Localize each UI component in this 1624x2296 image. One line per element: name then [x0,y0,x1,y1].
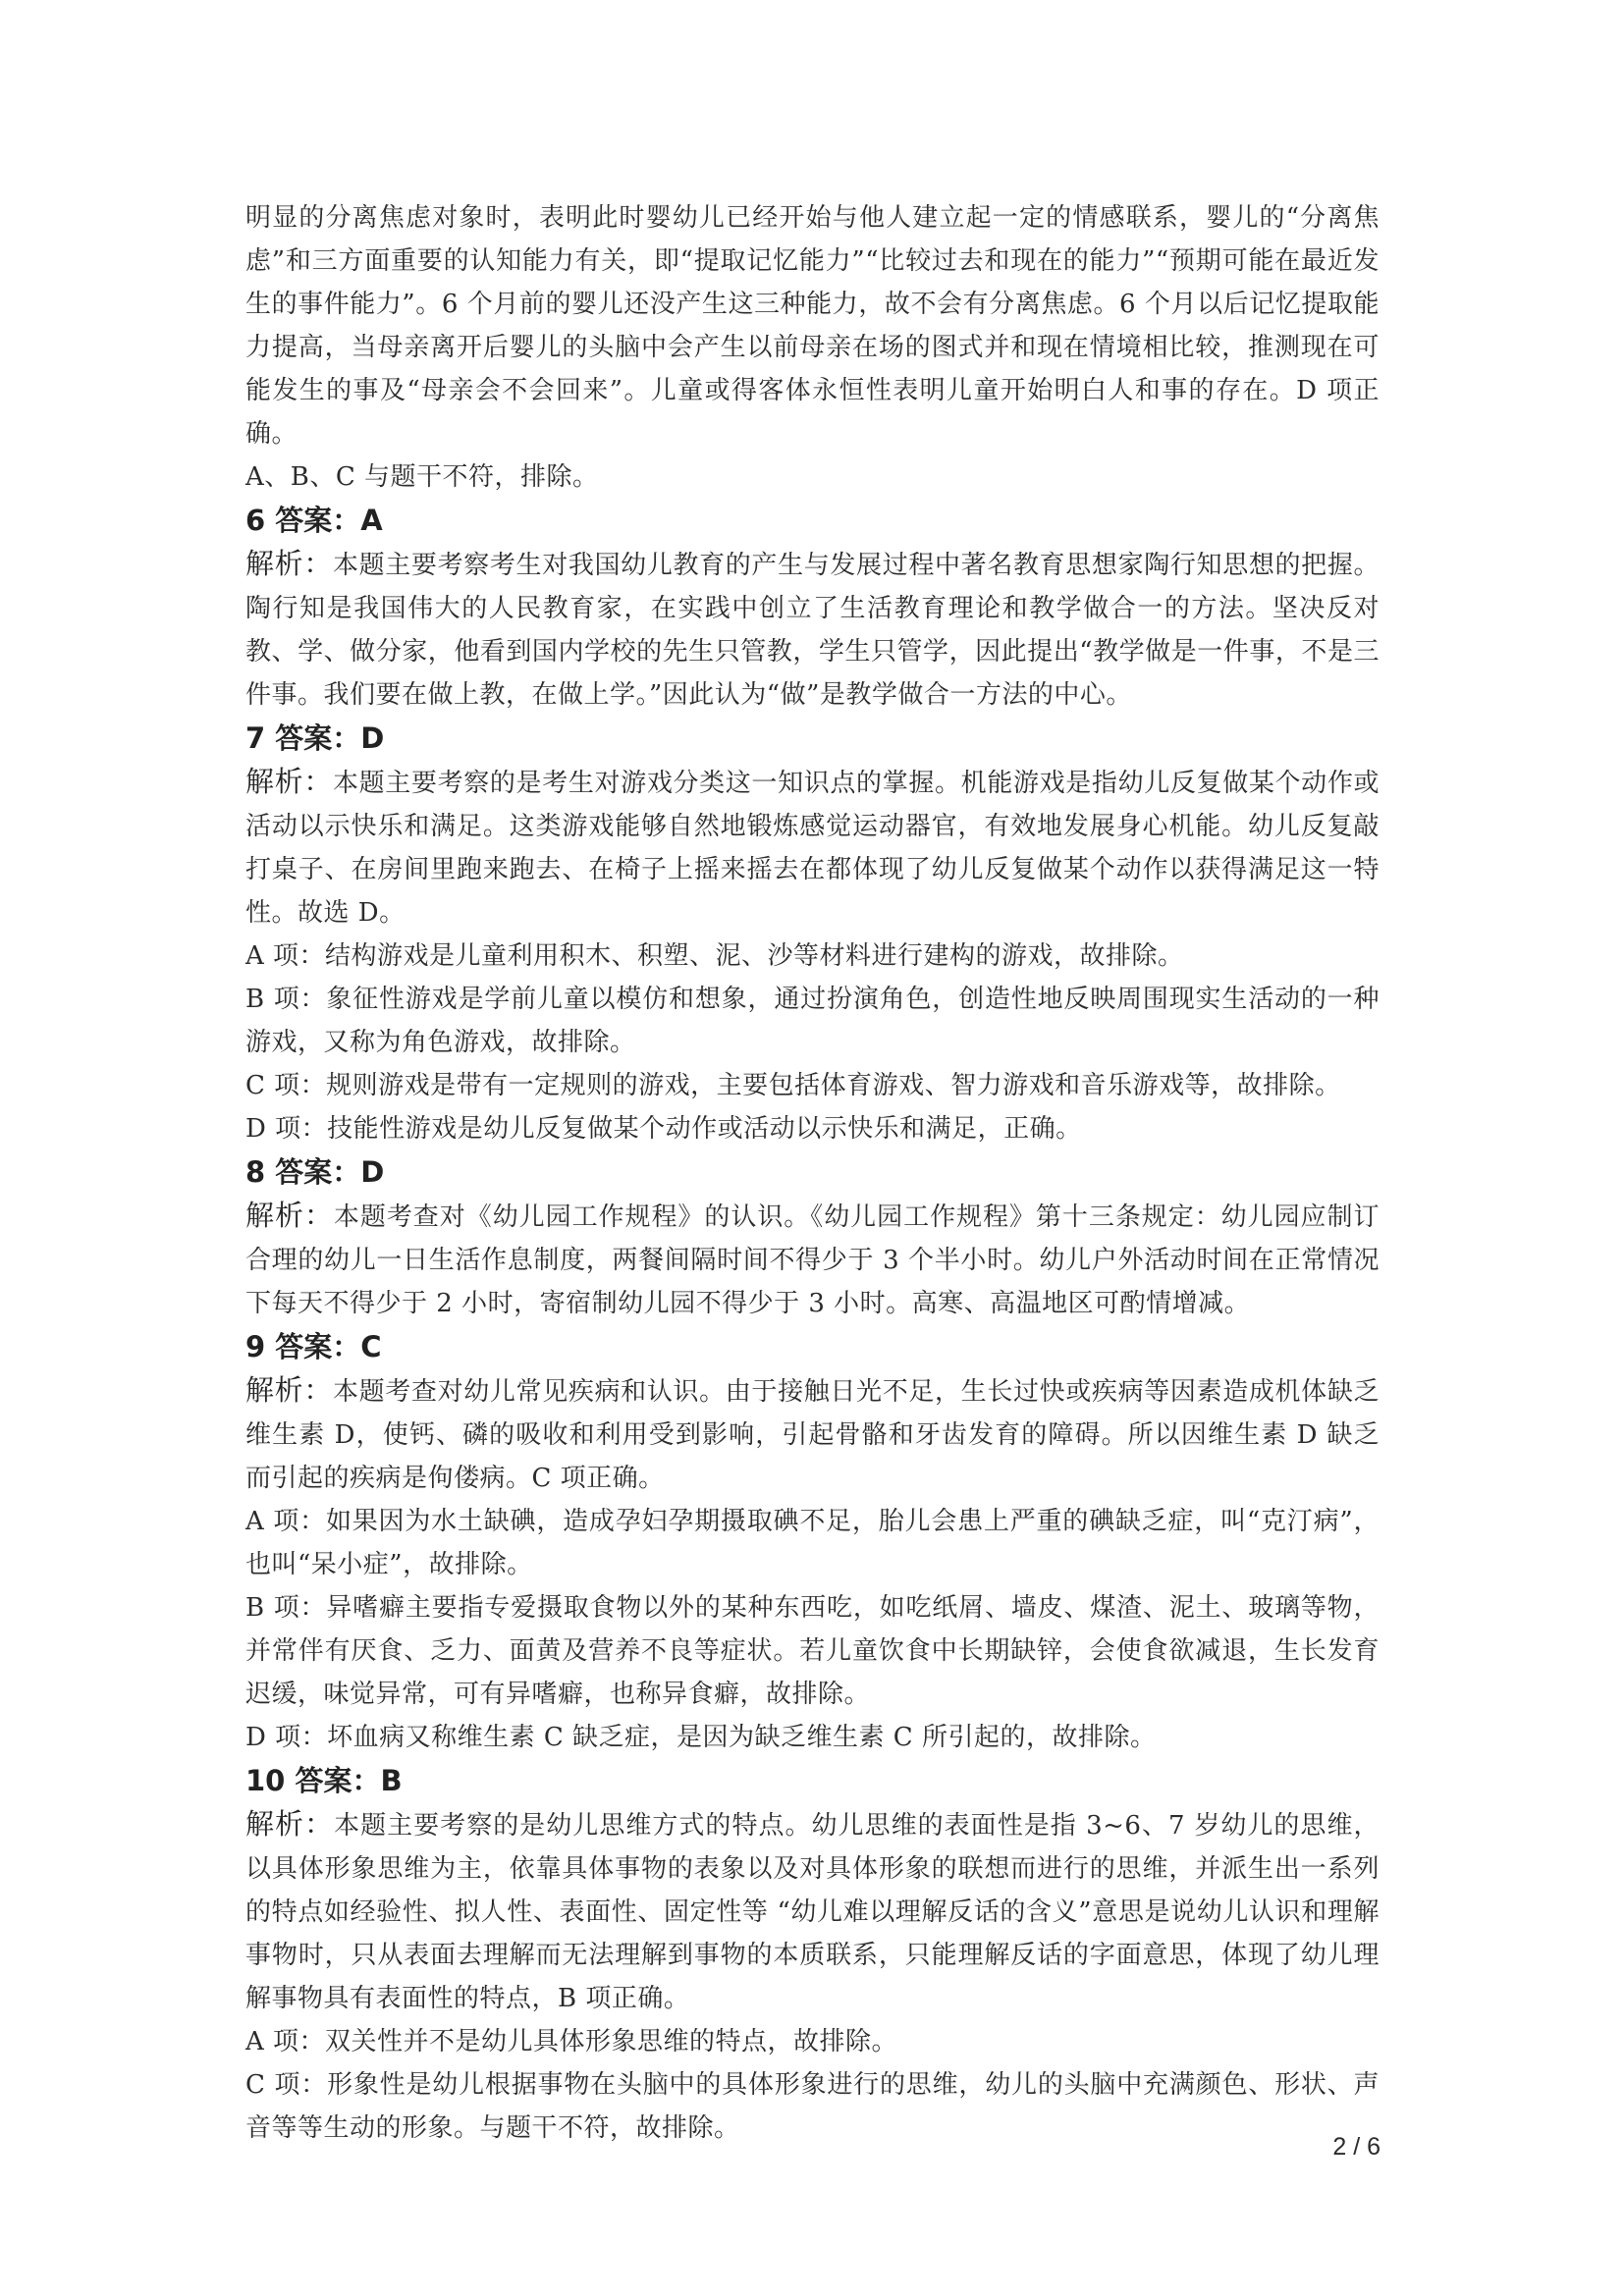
analysis-text: 本题考查对幼儿常见疾病和认识。由于接触日光不足，生长过快或疾病等因素造成机体缺乏维生素 D，使钙、磷的吸收和利用受到影响，引起骨骼和牙齿发育的障碍。所以因维生素 D 缺乏而引起的疾病是佝偻病。C 项正确。 [245,1377,1380,1493]
analysis-label: 解析： [245,547,333,580]
analysis-label: 解析： [245,1199,334,1232]
option-explanation: D 项：技能性游戏是幼儿反复做某个动作或活动以示快乐和满足，正确。 [245,1114,1082,1144]
page-number: 2 / 6 [1332,2133,1380,2161]
option-explanation: A 项：结构游戏是儿童利用积木、积塑、泥、沙等材料进行建构的游戏，故排除。 [245,941,1184,971]
analysis-paragraph [245,542,1380,717]
analysis-paragraph [245,1194,1380,1325]
option-explanation: A 项：如果因为水土缺碘，造成孕妇孕期摄取碘不足，胎儿会患上严重的碘缺乏症，叫“克汀病”，也叫“呆小症”，故排除。 [245,1507,1380,1579]
answer-block-6 [245,499,1380,717]
intro-paragraph: 明显的分离焦虑对象时，表明此时婴幼儿已经开始与他人建立起一定的情感联系，婴儿的“分离焦虑”和三方面重要的认知能力有关，即“提取记忆能力”“比较过去和现在的能力”“预期可能在最近发生的事件能力”。6 个月前的婴儿还没产生这三种能力，故不会有分离焦虑。6 个月以后记忆提取能力提高，当母亲离开后婴儿的头脑中会产生以前母亲在场的图式并和现在情境相比较，推测现在可能发生的事及“母亲会不会回来”。儿童或得客体永恒性表明儿童开始明白人和事的存在。D 项正确。 [245,203,1380,449]
option-explanation: C 项：形象性是幼儿根据事物在头脑中的具体形象进行的思维，幼儿的头脑中充满颜色、形状、声音等等生动的形象。与题干不符，故排除。 [245,2070,1380,2143]
document-body [245,196,1380,2150]
analysis-label: 解析： [245,765,333,798]
analysis-text: 本题主要考察考生对我国幼儿教育的产生与发展过程中著名教育思想家陶行知思想的把握。陶行知是我国伟大的人民教育家，在实践中创立了生活教育理论和教学做合一的方法。坚决反对教、学、做分家，他看到国内学校的先生只管教，学生只管学，因此提出“教学做是一件事，不是三件事。我们要在做上教，在做上学。”因此认为“做”是教学做合一方法的中心。 [245,551,1380,710]
analysis-paragraph [245,1368,1380,1500]
answer-heading: 10 答案：B [245,1764,403,1797]
answer-heading: 8 答案：D [245,1155,385,1189]
option-explanation: B 项：象征性游戏是学前儿童以模仿和想象，通过扮演角色，创造性地反映周围现实生活动的一种游戏，又称为角色游戏，故排除。 [245,985,1380,1057]
analysis-paragraph [245,760,1380,934]
analysis-label: 解析： [245,1807,335,1841]
option-explanation: A 项：双关性并不是幼儿具体形象思维的特点，故排除。 [245,2027,898,2056]
answer-block-8 [245,1150,1380,1325]
answer-block-7 [245,717,1380,1150]
option-explanation: B 项：异嗜癖主要指专爱摄取食物以外的某种东西吃，如吃纸屑、墙皮、煤渣、泥土、玻璃等物，并常伴有厌食、乏力、面黄及营养不良等症状。若儿童饮食中长期缺锌，会使食欲减退，生长发育迟缓，味觉异常，可有异嗜癖，也称异食癖，故排除。 [245,1593,1380,1709]
analysis-paragraph [245,1802,1380,2020]
answer-heading: 6 答案：A [245,504,383,537]
answer-heading: 9 答案：C [245,1330,382,1363]
answer-block-9 [245,1325,1380,1759]
option-explanation: D 项：坏血病又称维生素 C 缺乏症，是因为缺乏维生素 C 所引起的，故排除。 [245,1723,1157,1752]
intro-option-line: A、B、C 与题干不符，排除。 [245,462,599,492]
analysis-text: 本题主要考察的是考生对游戏分类这一知识点的掌握。机能游戏是指幼儿反复做某个动作或活动以示快乐和满足。这类游戏能够自然地锻炼感觉运动器官，有效地发展身心机能。幼儿反复敲打桌子、在房间里跑来跑去、在椅子上摇来摇去在都体现了幼儿反复做某个动作以获得满足这一特性。故选 D。 [245,769,1380,928]
answer-heading: 7 答案：D [245,721,385,755]
analysis-text: 本题主要考察的是幼儿思维方式的特点。幼儿思维的表面性是指 3~6、7 岁幼儿的思维，以具体形象思维为主，依靠具体事物的表象以及对具体形象的联想而进行的思维，并派生出一系列的特点如经验性、拟人性、表面性、固定性等 “幼儿难以理解反话的含义”意思是说幼儿认识和理解事物时，只从表面去理解而无法理解到事物的本质联系，只能理解反话的字面意思，体现了幼儿理解事物具有表面性的特点，B 项正确。 [245,1811,1380,2013]
answer-block-10 [245,1759,1380,2150]
analysis-text: 本题考查对《幼儿园工作规程》的认识。《幼儿园工作规程》第十三条规定：幼儿园应制订合理的幼儿一日生活作息制度，两餐间隔时间不得少于 3 个半小时。幼儿户外活动时间在正常情况下每天不得少于 2 小时，寄宿制幼儿园不得少于 3 小时。高寒、高温地区可酌情增减。 [245,1202,1380,1318]
option-explanation: C 项：规则游戏是带有一定规则的游戏，主要包括体育游戏、智力游戏和音乐游戏等，故排除。 [245,1071,1341,1100]
analysis-label: 解析： [245,1373,333,1407]
